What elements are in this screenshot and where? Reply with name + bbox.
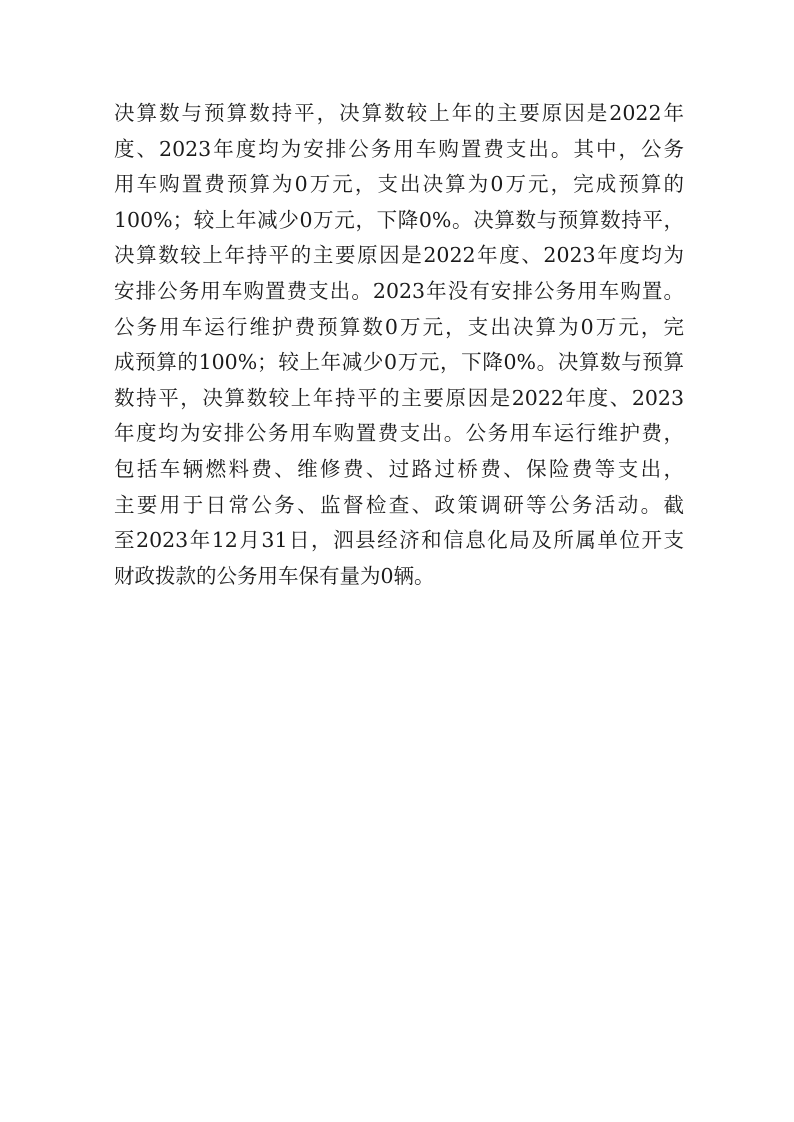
paragraph-line: 公务用车运行维护费预算数0万元，支出决算为0万元，完 — [114, 314, 684, 339]
paragraph-line: 数持平，决算数较上年持平的主要原因是2022年度、2023 — [114, 385, 684, 410]
paragraph-line: 包括车辆燃料费、维修费、过路过桥费、保险费等支出， — [114, 456, 684, 481]
paragraph-line: 100%；较上年减少0万元，下降0%。决算数与预算数持平， — [114, 207, 684, 232]
paragraph-line: 用车购置费预算为0万元，支出决算为0万元，完成预算的 — [114, 172, 684, 197]
paragraph-line: 财政拨款的公务用车保有量为0辆。 — [114, 563, 435, 588]
paragraph-line: 年度均为安排公务用车购置费支出。公务用车运行维护费， — [114, 421, 684, 446]
paragraph-line: 安排公务用车购置费支出。2023年没有安排公务用车购置。 — [114, 278, 684, 303]
paragraph-line: 成预算的100%；较上年减少0万元，下降0%。决算数与预算 — [114, 350, 684, 375]
paragraph-line: 至2023年12月31日，泗县经济和信息化局及所属单位开支 — [114, 528, 684, 553]
paragraph-line: 主要用于日常公务、监督检查、政策调研等公务活动。截 — [114, 492, 684, 517]
body-paragraph — [114, 96, 684, 594]
paragraph-line: 决算数与预算数持平，决算数较上年的主要原因是2022年 — [114, 101, 684, 125]
paragraph-line: 决算数较上年持平的主要原因是2022年度、2023年度均为 — [114, 243, 684, 268]
paragraph-line: 度、2023年度均为安排公务用车购置费支出。其中，公务 — [114, 136, 684, 161]
